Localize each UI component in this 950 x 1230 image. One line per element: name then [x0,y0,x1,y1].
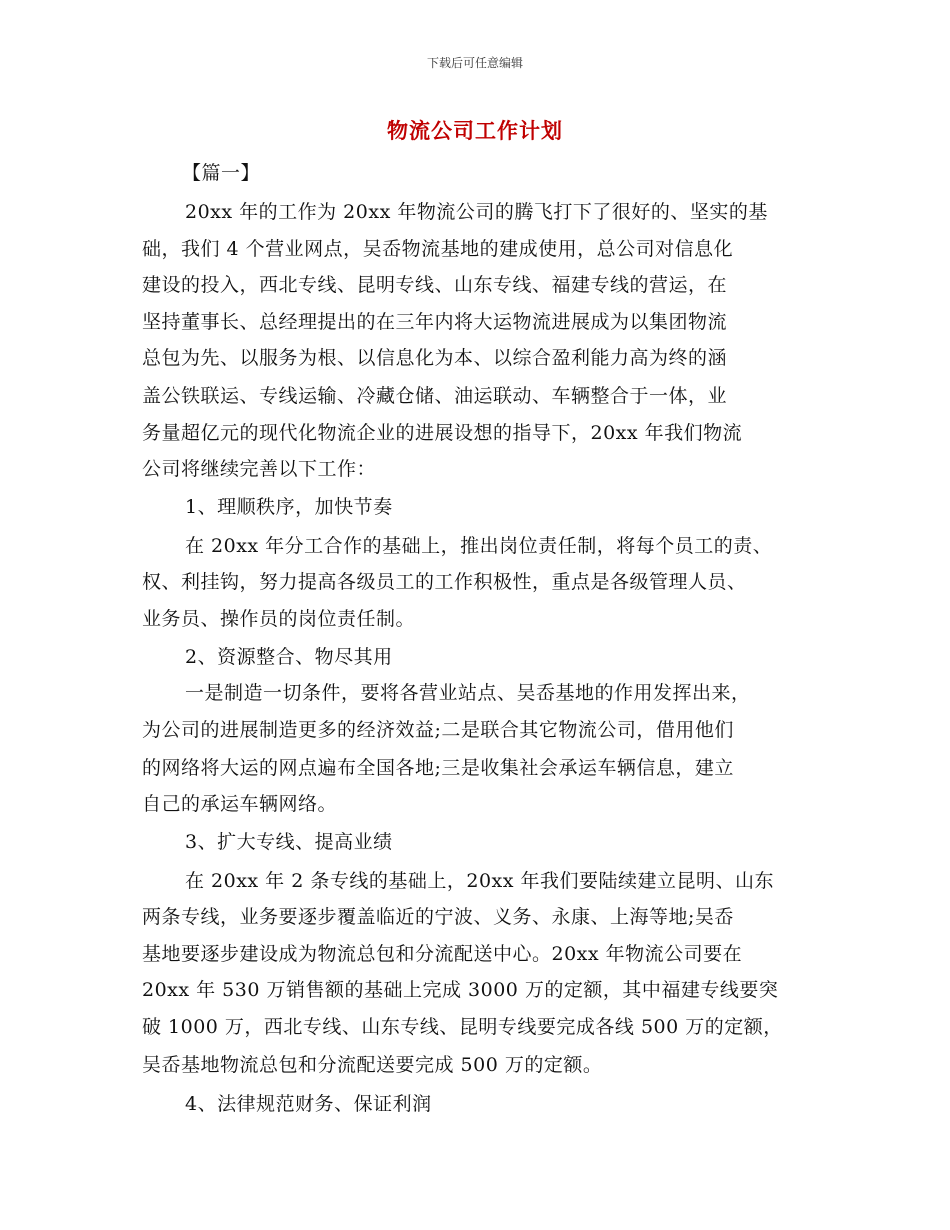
section-heading: 1、理顺秩序，加快节奏 [185,496,393,518]
section-heading: 2、资源整合、物尽其用 [185,646,393,668]
paragraph-line: 在 20xx 年分工合作的基础上，推出岗位责任制，将每个员工的责、 [185,535,773,557]
document-title: 物流公司工作计划 [387,119,563,143]
header-note: 下载后可任意编辑 [426,56,523,70]
paragraph-line: 在 20xx 年 2 条专线的基础上，20xx 年我们要陆续建立昆明、山东 [185,870,775,892]
paragraph-line: 两条专线，业务要逐步覆盖临近的宁波、义务、永康、上海等地;吴岙 [142,906,734,928]
paragraph-line: 为公司的进展制造更多的经济效益;二是联合其它物流公司，借用他们 [142,719,734,741]
paragraph-line: 坚持董事长、总经理提出的在三年内将大运物流进展成为以集团物流 [142,311,728,333]
paragraph-line: 破 1000 万，西北专线、山东专线、昆明专线要完成各线 500 万的定额， [142,1016,783,1038]
section-heading: 4、法律规范财务、保证利润 [185,1093,432,1115]
paragraph-line: 建设的投入，西北专线、昆明专线、山东专线、福建专线的营运，在 [142,274,728,296]
paragraph-line: 一是制造一切条件，要将各营业站点、吴岙基地的作用发挥出来， [185,682,751,704]
paragraph-line: 权、利挂钩，努力提高各级员工的工作积极性，重点是各级管理人员、 [142,571,747,593]
paragraph-line: 础，我们 4 个营业网点，吴岙物流基地的建成使用，总公司对信息化 [142,238,734,260]
section-tag: 【篇一】 [182,162,261,184]
paragraph-line: 盖公铁联运、专线运输、冷藏仓储、油运联动、车辆整合于一体，业 [142,385,728,407]
paragraph-line: 基地要逐步建设成为物流总包和分流配送中心。20xx 年物流公司要在 [142,943,743,965]
paragraph-line: 业务员、操作员的岗位责任制。 [142,608,416,630]
paragraph-line: 20xx 年的工作为 20xx 年物流公司的腾飞打下了很好的、坚实的基 [185,201,768,223]
paragraph-line: 自己的承运车辆网络。 [142,793,338,815]
section-heading: 3、扩大专线、提高业绩 [185,831,393,853]
paragraph-line: 务量超亿元的现代化物流企业的进展设想的指导下，20xx 年我们物流 [142,422,743,444]
paragraph-line: 总包为先、以服务为根、以信息化为本、以综合盈利能力高为终的涵 [142,347,728,369]
paragraph-line: 的网络将大运的网点遍布全国各地;三是收集社会承运车辆信息，建立 [142,757,734,779]
paragraph-line: 20xx 年 530 万销售额的基础上完成 3000 万的定额，其中福建专线要突 [142,979,779,1001]
paragraph-line: 公司将继续完善以下工作： [142,458,377,480]
paragraph-line: 吴岙基地物流总包和分流配送要完成 500 万的定额。 [142,1054,603,1076]
